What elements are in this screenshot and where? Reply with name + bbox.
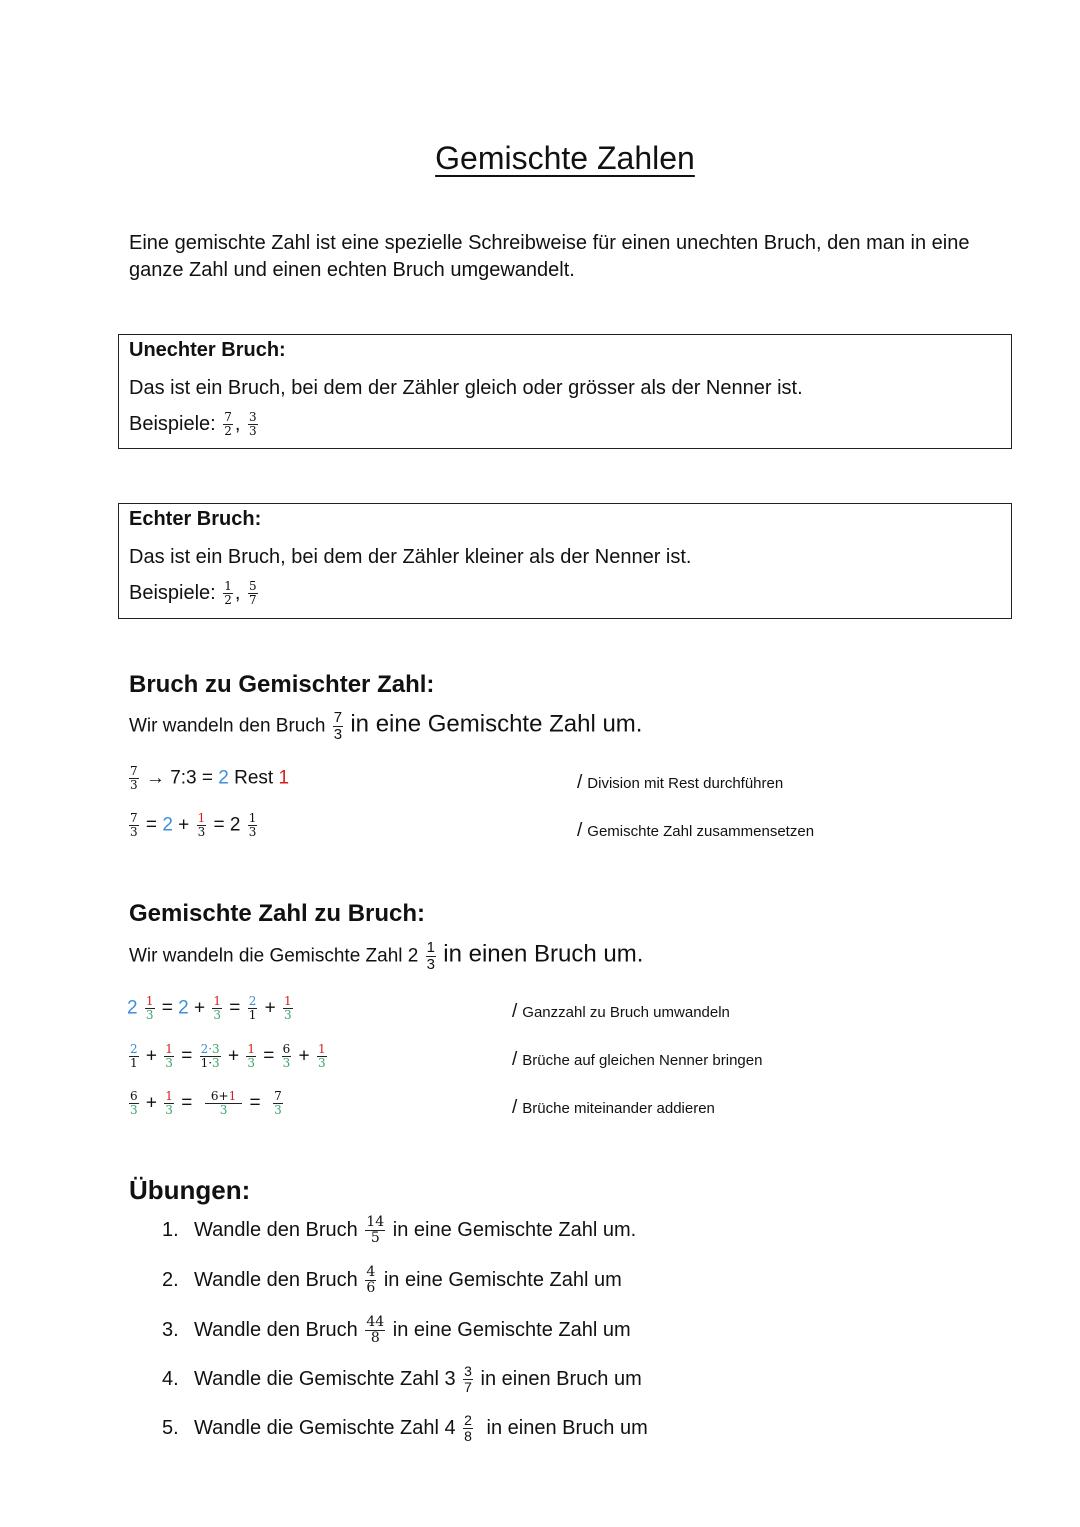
- equation-common-denominator: $\frac{2}{1}$ + $\frac{1}{3}$ = $\frac{2\cdot 3}{1\cdot 3}$ + $\frac{1}{3}$ = $\frac{6}{3}$ + $\frac{1}{3}$: [130, 1042, 326, 1070]
- fraction: $\frac{44}{8}$: [366, 1314, 385, 1346]
- fraction: $\frac{7}{3}$: [333, 709, 343, 743]
- fraction: $\frac{7}{3}$: [130, 764, 138, 792]
- box-heading: Unechter Bruch:: [129, 339, 286, 361]
- fraction: $\frac{4}{6}$: [366, 1264, 376, 1296]
- section-heading-gemischt-zu-bruch: Gemischte Zahl zu Bruch:: [129, 900, 426, 927]
- fraction: $\frac{5}{7}$: [249, 579, 257, 607]
- step-note: / Gemischte Zahl zusammensetzen: [577, 820, 815, 841]
- fraction: $\frac{1}{3}$: [145, 994, 154, 1022]
- fraction: $\frac{6+1}{3}$: [205, 1090, 242, 1117]
- examples-line: Beispiele: $\frac{7}{2}$ , $\frac{3}{3}$: [129, 410, 257, 438]
- remainder: 1: [278, 767, 290, 789]
- page-title: Gemischte Zahlen: [435, 140, 695, 176]
- quotient: 2: [218, 767, 229, 789]
- step-note: / Brüche miteinander addieren: [512, 1097, 715, 1118]
- equation-whole-to-fraction: 2 $\frac{1}{3}$ = 2 + $\frac{1}{3}$ = $\frac{2}{1}$ + $\frac{1}{3}$: [127, 994, 292, 1022]
- box-heading: Echter Bruch:: [129, 508, 262, 530]
- exercise-item: 1. Wandle den Bruch $\frac{14}{5}$ in eine Gemischte Zahl um.: [162, 1214, 637, 1246]
- section-heading-uebungen: Übungen:: [129, 1175, 251, 1205]
- fraction: $\frac{1}{3}$: [317, 1042, 326, 1070]
- exercise-item: 2. Wandle den Bruch $\frac{4}{6}$ in eine Gemischte Zahl um: [162, 1264, 622, 1296]
- fraction: $\frac{2}{1}$: [130, 1042, 138, 1070]
- step-note: / Brüche auf gleichen Nenner bringen: [512, 1049, 763, 1070]
- fraction: $\frac{1}{3}$: [248, 811, 257, 839]
- fraction: $\frac{2}{8}$: [464, 1412, 472, 1444]
- fraction: $\frac{6}{3}$: [282, 1042, 291, 1070]
- fraction: $\frac{14}{5}$: [366, 1214, 385, 1246]
- fraction: $\frac{1}{3}$: [426, 939, 435, 973]
- fraction: $\frac{1}{3}$: [213, 994, 222, 1022]
- box-text: Das ist ein Bruch, bei dem der Zähler gleich oder grösser als der Nenner ist.: [129, 377, 803, 399]
- section-heading-bruch-zu-gemischt: Bruch zu Gemischter Zahl:: [129, 671, 435, 698]
- box-text: Das ist ein Bruch, bei dem der Zähler kleiner als der Nenner ist.: [129, 546, 692, 568]
- examples-label: Beispiele:: [129, 581, 216, 604]
- fraction: $\frac{3}{3}$: [249, 410, 257, 438]
- fraction: $\frac{1}{3}$: [165, 1042, 173, 1070]
- fraction: $\frac{7}{2}$: [224, 410, 232, 438]
- arrow-icon: →: [145, 767, 165, 789]
- exercise-item: 5. Wandle die Gemischte Zahl 4 $\frac{2}{8}$ in einen Bruch um: [162, 1412, 648, 1444]
- fraction: $\frac{1}{3}$: [247, 1042, 255, 1070]
- exercise-item: 4. Wandle die Gemischte Zahl 3 $\frac{3}{7}$ in einen Bruch um: [162, 1363, 642, 1395]
- fraction: $\frac{1}{3}$: [283, 994, 292, 1022]
- section-intro: Wir wandeln den Bruch $\frac{7}{3}$ in eine Gemischte Zahl um.: [129, 709, 643, 743]
- fraction: $\frac{1}{3}$: [165, 1089, 173, 1117]
- fraction: $\frac{6}{3}$: [130, 1089, 138, 1117]
- intro-paragraph: Eine gemischte Zahl ist eine spezielle Schreibweise für einen unechten Bruch, den man in eine ganze Zahl und einen echten Bruch umgewandelt.: [129, 232, 970, 281]
- definition-box-echter-bruch: [118, 503, 1012, 619]
- fraction: $\frac{1}{3}$: [197, 811, 206, 839]
- fraction: $\frac{3}{7}$: [464, 1363, 472, 1395]
- equation-compose: $\frac{7}{3}$ = 2 + $\frac{1}{3}$ = 2 $\frac{1}{3}$: [130, 811, 257, 839]
- step-note: / Division mit Rest durchführen: [577, 772, 784, 793]
- step-note: / Ganzzahl zu Bruch umwandeln: [512, 1001, 730, 1022]
- fraction: $\frac{2}{1}$: [248, 994, 257, 1022]
- fraction: $\frac{7}{3}$: [274, 1089, 282, 1117]
- examples-line: Beispiele: $\frac{1}{2}$ , $\frac{5}{7}$: [129, 579, 257, 607]
- examples-label: Beispiele:: [129, 412, 216, 435]
- equation-division: $\frac{7}{3}$ → 7:3 = 2 Rest 1: [130, 764, 290, 792]
- fraction: $\frac{2\cdot 3}{1\cdot 3}$: [200, 1042, 220, 1070]
- equation-add-fractions: $\frac{6}{3}$ + $\frac{1}{3}$ = $\frac{6+1}{3}$ = $\frac{7}{3}$: [130, 1089, 282, 1117]
- fraction: $\frac{7}{3}$: [130, 811, 138, 839]
- fraction: $\frac{1}{2}$: [224, 579, 232, 607]
- exercise-item: 3. Wandle den Bruch $\frac{44}{8}$ in eine Gemischte Zahl um: [162, 1314, 631, 1346]
- section-intro: Wir wandeln die Gemischte Zahl 2 $\frac{1}{3}$ in einen Bruch um.: [129, 939, 644, 973]
- definition-box-unechter-bruch: [118, 334, 1012, 449]
